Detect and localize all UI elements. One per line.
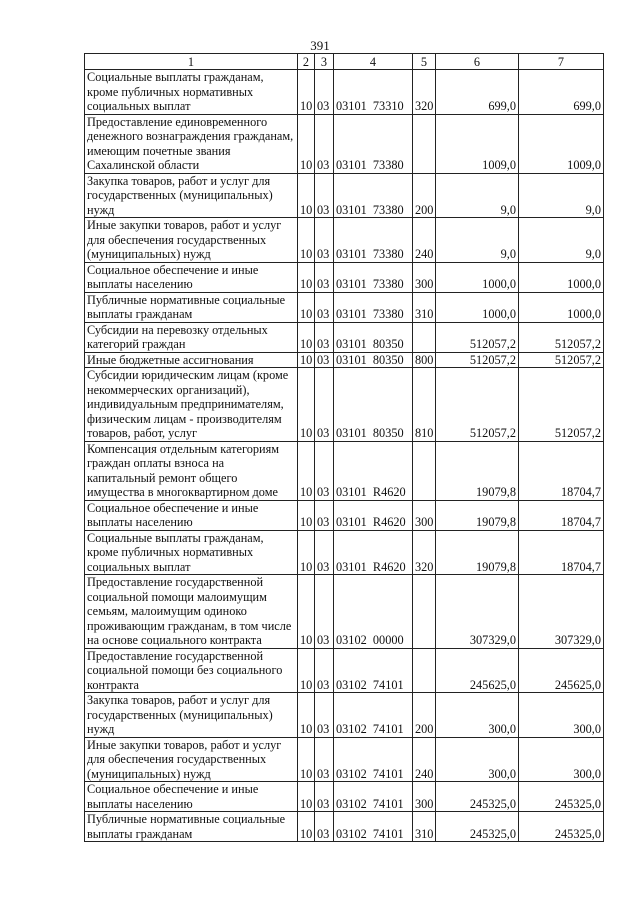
cell-expense-type bbox=[413, 575, 436, 649]
cell-target-article: 03101 73380 bbox=[334, 262, 413, 292]
cell-amount-col6: 19079,8 bbox=[436, 500, 519, 530]
cell-amount-col7: 18704,7 bbox=[519, 441, 604, 500]
cell-subsection: 03 bbox=[315, 812, 334, 842]
cell-section: 10 bbox=[298, 322, 315, 352]
cell-section: 10 bbox=[298, 812, 315, 842]
table-row bbox=[85, 322, 604, 352]
cell-name: Закупка товаров, работ и услуг для государственных (муниципальных) нужд bbox=[85, 693, 298, 738]
header-col-6: 6 bbox=[436, 54, 519, 70]
cell-expense-type bbox=[413, 114, 436, 173]
cell-subsection: 03 bbox=[315, 322, 334, 352]
cell-expense-type: 810 bbox=[413, 368, 436, 442]
cell-expense-type: 200 bbox=[413, 693, 436, 738]
cell-amount-col7: 9,0 bbox=[519, 218, 604, 263]
cell-name: Субсидии юридическим лицам (кроме некоммерческих организаций), индивидуальным предпринимателям, физическим лицам - производителям товаров, работ, услуг bbox=[85, 368, 298, 442]
cell-subsection: 03 bbox=[315, 737, 334, 782]
cell-section: 10 bbox=[298, 114, 315, 173]
table-row bbox=[85, 812, 604, 842]
table-row bbox=[85, 114, 604, 173]
cell-subsection: 03 bbox=[315, 693, 334, 738]
header-row bbox=[85, 54, 604, 70]
header-col-5: 5 bbox=[413, 54, 436, 70]
cell-expense-type bbox=[413, 441, 436, 500]
cell-section: 10 bbox=[298, 648, 315, 693]
cell-amount-col7: 300,0 bbox=[519, 693, 604, 738]
cell-amount-col6: 1000,0 bbox=[436, 292, 519, 322]
cell-name: Иные бюджетные ассигнования bbox=[85, 352, 298, 368]
cell-amount-col6: 245625,0 bbox=[436, 648, 519, 693]
cell-amount-col7: 699,0 bbox=[519, 70, 604, 115]
cell-expense-type: 320 bbox=[413, 70, 436, 115]
cell-section: 10 bbox=[298, 782, 315, 812]
cell-target-article: 03101 R4620 bbox=[334, 441, 413, 500]
table-row bbox=[85, 292, 604, 322]
cell-amount-col6: 9,0 bbox=[436, 173, 519, 218]
page-number: 391 bbox=[310, 38, 330, 53]
cell-expense-type bbox=[413, 322, 436, 352]
cell-subsection: 03 bbox=[315, 173, 334, 218]
cell-target-article: 03101 73380 bbox=[334, 218, 413, 263]
cell-subsection: 03 bbox=[315, 575, 334, 649]
cell-section: 10 bbox=[298, 292, 315, 322]
cell-section: 10 bbox=[298, 530, 315, 575]
cell-expense-type: 320 bbox=[413, 530, 436, 575]
cell-amount-col7: 300,0 bbox=[519, 737, 604, 782]
table-row bbox=[85, 173, 604, 218]
cell-amount-col7: 512057,2 bbox=[519, 352, 604, 368]
table-row bbox=[85, 693, 604, 738]
cell-target-article: 03101 73380 bbox=[334, 173, 413, 218]
cell-section: 10 bbox=[298, 352, 315, 368]
cell-name: Социальные выплаты гражданам, кроме публичных нормативных социальных выплат bbox=[85, 70, 298, 115]
cell-amount-col7: 18704,7 bbox=[519, 500, 604, 530]
cell-expense-type: 310 bbox=[413, 812, 436, 842]
cell-name: Социальное обеспечение и иные выплаты населению bbox=[85, 500, 298, 530]
table-row bbox=[85, 737, 604, 782]
cell-subsection: 03 bbox=[315, 292, 334, 322]
table-row bbox=[85, 218, 604, 263]
table-row bbox=[85, 530, 604, 575]
cell-amount-col6: 19079,8 bbox=[436, 441, 519, 500]
table-row bbox=[85, 441, 604, 500]
cell-name: Социальные выплаты гражданам, кроме публичных нормативных социальных выплат bbox=[85, 530, 298, 575]
cell-expense-type: 200 bbox=[413, 173, 436, 218]
cell-target-article: 03101 R4620 bbox=[334, 530, 413, 575]
cell-target-article: 03102 74101 bbox=[334, 648, 413, 693]
cell-amount-col7: 1000,0 bbox=[519, 292, 604, 322]
cell-expense-type bbox=[413, 648, 436, 693]
cell-name: Компенсация отдельным категориям граждан оплаты взноса на капитальный ремонт общего имущества в многоквартирном доме bbox=[85, 441, 298, 500]
cell-section: 10 bbox=[298, 262, 315, 292]
cell-subsection: 03 bbox=[315, 262, 334, 292]
cell-amount-col7: 1009,0 bbox=[519, 114, 604, 173]
table-header bbox=[85, 54, 604, 70]
cell-amount-col7: 1000,0 bbox=[519, 262, 604, 292]
cell-amount-col7: 9,0 bbox=[519, 173, 604, 218]
cell-section: 10 bbox=[298, 693, 315, 738]
cell-target-article: 03101 73380 bbox=[334, 114, 413, 173]
cell-section: 10 bbox=[298, 575, 315, 649]
header-col-7: 7 bbox=[519, 54, 604, 70]
table-row bbox=[85, 70, 604, 115]
cell-expense-type: 310 bbox=[413, 292, 436, 322]
cell-section: 10 bbox=[298, 737, 315, 782]
cell-expense-type: 240 bbox=[413, 218, 436, 263]
cell-section: 10 bbox=[298, 441, 315, 500]
cell-amount-col6: 699,0 bbox=[436, 70, 519, 115]
header-col-4: 4 bbox=[334, 54, 413, 70]
cell-subsection: 03 bbox=[315, 782, 334, 812]
cell-subsection: 03 bbox=[315, 70, 334, 115]
cell-amount-col6: 307329,0 bbox=[436, 575, 519, 649]
cell-target-article: 03101 80350 bbox=[334, 368, 413, 442]
cell-name: Публичные нормативные социальные выплаты гражданам bbox=[85, 292, 298, 322]
cell-name: Предоставление единовременного денежного вознаграждения гражданам, имеющим почетные звания Сахалинской области bbox=[85, 114, 298, 173]
table-row bbox=[85, 500, 604, 530]
cell-name: Субсидии на перевозку отдельных категорий граждан bbox=[85, 322, 298, 352]
table-row bbox=[85, 368, 604, 442]
cell-section: 10 bbox=[298, 368, 315, 442]
cell-amount-col6: 245325,0 bbox=[436, 782, 519, 812]
cell-amount-col6: 512057,2 bbox=[436, 368, 519, 442]
cell-amount-col7: 245625,0 bbox=[519, 648, 604, 693]
cell-subsection: 03 bbox=[315, 530, 334, 575]
cell-subsection: 03 bbox=[315, 500, 334, 530]
cell-amount-col6: 9,0 bbox=[436, 218, 519, 263]
cell-amount-col6: 512057,2 bbox=[436, 352, 519, 368]
cell-subsection: 03 bbox=[315, 114, 334, 173]
cell-subsection: 03 bbox=[315, 218, 334, 263]
cell-amount-col6: 245325,0 bbox=[436, 812, 519, 842]
cell-section: 10 bbox=[298, 218, 315, 263]
cell-section: 10 bbox=[298, 500, 315, 530]
cell-amount-col7: 245325,0 bbox=[519, 782, 604, 812]
cell-expense-type: 300 bbox=[413, 500, 436, 530]
cell-amount-col6: 1009,0 bbox=[436, 114, 519, 173]
cell-name: Предоставление государственной социальной помощи без социального контракта bbox=[85, 648, 298, 693]
cell-amount-col6: 300,0 bbox=[436, 737, 519, 782]
table-row bbox=[85, 782, 604, 812]
cell-target-article: 03102 74101 bbox=[334, 693, 413, 738]
cell-target-article: 03101 80350 bbox=[334, 322, 413, 352]
cell-amount-col7: 18704,7 bbox=[519, 530, 604, 575]
cell-amount-col7: 512057,2 bbox=[519, 322, 604, 352]
cell-subsection: 03 bbox=[315, 368, 334, 442]
cell-target-article: 03102 74101 bbox=[334, 737, 413, 782]
cell-name: Социальное обеспечение и иные выплаты населению bbox=[85, 782, 298, 812]
cell-amount-col7: 245325,0 bbox=[519, 812, 604, 842]
cell-amount-col7: 512057,2 bbox=[519, 368, 604, 442]
cell-name: Социальное обеспечение и иные выплаты населению bbox=[85, 262, 298, 292]
cell-amount-col6: 300,0 bbox=[436, 693, 519, 738]
cell-subsection: 03 bbox=[315, 352, 334, 368]
cell-target-article: 03102 74101 bbox=[334, 782, 413, 812]
cell-name: Предоставление государственной социальной помощи малоимущим семьям, малоимущим одиноко проживающим гражданам, в том числе на основе социального контракта bbox=[85, 575, 298, 649]
table-row bbox=[85, 352, 604, 368]
cell-name: Закупка товаров, работ и услуг для государственных (муниципальных) нужд bbox=[85, 173, 298, 218]
table-row bbox=[85, 262, 604, 292]
cell-expense-type: 800 bbox=[413, 352, 436, 368]
header-col-3: 3 bbox=[315, 54, 334, 70]
cell-subsection: 03 bbox=[315, 441, 334, 500]
cell-expense-type: 240 bbox=[413, 737, 436, 782]
cell-amount-col7: 307329,0 bbox=[519, 575, 604, 649]
cell-expense-type: 300 bbox=[413, 262, 436, 292]
header-col-2: 2 bbox=[298, 54, 315, 70]
cell-section: 10 bbox=[298, 70, 315, 115]
cell-target-article: 03102 74101 bbox=[334, 812, 413, 842]
cell-name: Публичные нормативные социальные выплаты гражданам bbox=[85, 812, 298, 842]
cell-target-article: 03101 73310 bbox=[334, 70, 413, 115]
cell-subsection: 03 bbox=[315, 648, 334, 693]
table-body bbox=[85, 70, 604, 842]
cell-expense-type: 300 bbox=[413, 782, 436, 812]
table-row bbox=[85, 575, 604, 649]
cell-name: Иные закупки товаров, работ и услуг для обеспечения государственных (муниципальных) нужд bbox=[85, 218, 298, 263]
cell-target-article: 03101 R4620 bbox=[334, 500, 413, 530]
cell-amount-col6: 512057,2 bbox=[436, 322, 519, 352]
header-col-1: 1 bbox=[85, 54, 298, 70]
cell-amount-col6: 19079,8 bbox=[436, 530, 519, 575]
cell-target-article: 03101 80350 bbox=[334, 352, 413, 368]
cell-name: Иные закупки товаров, работ и услуг для обеспечения государственных (муниципальных) нужд bbox=[85, 737, 298, 782]
cell-target-article: 03101 73380 bbox=[334, 292, 413, 322]
cell-section: 10 bbox=[298, 173, 315, 218]
cell-amount-col6: 1000,0 bbox=[436, 262, 519, 292]
cell-target-article: 03102 00000 bbox=[334, 575, 413, 649]
budget-table bbox=[84, 53, 604, 842]
table-row bbox=[85, 648, 604, 693]
